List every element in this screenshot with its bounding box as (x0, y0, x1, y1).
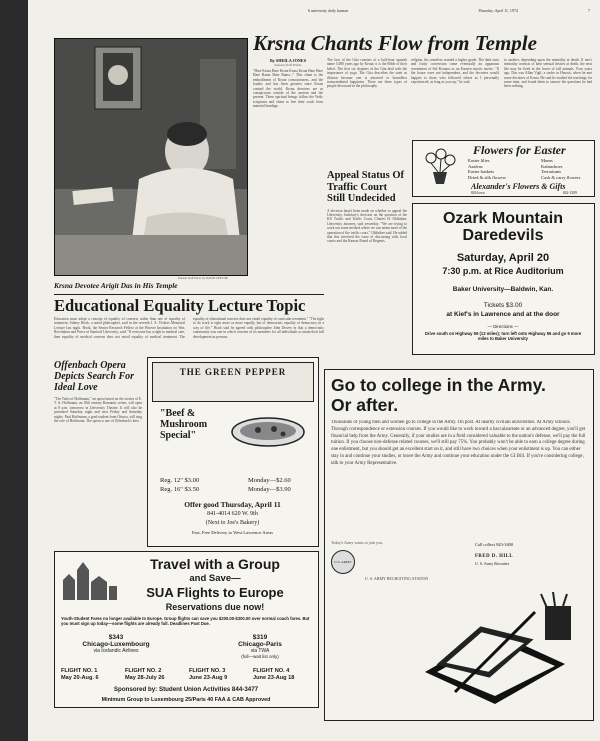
flight-entry (253, 668, 315, 682)
flight-label: FLIGHT NO. 1 (61, 668, 98, 674)
appeal-headline: Appeal Status Of Traffic Court Still Undecided (327, 170, 405, 204)
ozark-directions: Drive south on Highway 59 (13 miles); turn left onto Highway 56 and go 5 more miles to Baker University (424, 331, 582, 342)
special-name: "Beef & Mushroom Special" (160, 408, 208, 441)
travel-promo: Youth-Student Fares no longer available to Europe. Group flights can save you $200.00-$300.00 over normal coach fares. But you must sign up today—some flights are already full. Deadlines Past Due. (61, 616, 310, 627)
photo-caption: Krsna Devotee Arigit Das in His Temple (54, 281, 178, 290)
army-address: U. S. ARMY RECRUITING STATION (365, 576, 429, 581)
route-airline: via TWA (250, 648, 270, 654)
newspaper-page (28, 0, 600, 741)
krsna-column-1 (253, 58, 323, 278)
ozark-directions-label: — Directions — (487, 324, 519, 329)
army-headline-1: Go to college in the Army. (331, 375, 546, 395)
flight-label: FLIGHT NO. 4 (253, 668, 290, 674)
army-tagline: Today's Army wants to join you. (331, 540, 383, 545)
travel-sua: SUA Flights to Europe (146, 585, 284, 600)
flight-dates: June 23-Aug 18 (253, 675, 295, 681)
flowers-left-list (468, 158, 506, 180)
route-price: $319 (252, 634, 268, 641)
krsna-headline: Krsna Chants Flow from Temple (253, 32, 537, 54)
paper-name: 6 university daily kansan (308, 8, 349, 13)
flight-entry (189, 668, 251, 682)
pizza-icon (228, 410, 308, 450)
route-name: Chicago-Paris (238, 641, 282, 648)
issue-date: Thursday, April 11, 1974 (478, 8, 518, 13)
flower-item: Kalanchoes (541, 163, 563, 169)
travel-minimum: Minimum Group to Luxembourg 25/Paris 40 FAA & CAB Approved (101, 697, 271, 703)
flowers-right-list (541, 158, 580, 180)
route-price: $343 (108, 634, 124, 641)
flight-entry (125, 668, 187, 682)
flight-dates: May 20-Aug. 6 (61, 675, 99, 681)
route-airline: via Icelandic Airlines (93, 648, 139, 654)
flower-item: Mums (541, 158, 553, 163)
travel-ad (54, 551, 319, 708)
offenbach-headline: Offenbach Opera Depicts Search For Ideal Love (54, 360, 134, 393)
flight-label: FLIGHT NO. 3 (189, 668, 226, 674)
green-pepper-location: (Next to Joe's Bakery) (205, 520, 260, 526)
green-pepper-delivery: Fast, Free Delivery to West Lawrence Areas (191, 530, 274, 535)
price-lines (160, 476, 199, 494)
monday-lines (248, 476, 291, 494)
flower-vase-icon (419, 146, 461, 186)
books-illustration (415, 592, 585, 717)
ozark-time: 7:30 p.m. at Rice Auditorium (442, 266, 564, 276)
route-paris (205, 634, 315, 659)
flower-item: Easter lilies (468, 158, 490, 163)
route-luxembourg (61, 634, 171, 654)
lecture-headline: Educational Equality Lecture Topic (54, 296, 306, 315)
byline-role: Kansan Staff Writer (274, 63, 302, 67)
offer-text: Offer good Thursday, April 11 (184, 500, 281, 509)
page-header (38, 8, 594, 16)
flower-item: Easter baskets (468, 169, 495, 175)
flower-item: Dried & silk flowers (468, 174, 506, 180)
ozark-date: Saturday, April 20 (456, 252, 550, 264)
appeal-body: A decision hasn't been made on whether to appeal the University Judiciary's decision on the question of the KU Traffic and Traffic Court, Charles H. Oldfather, University attorney, said yesterday. "We are trying to work out some method where we can retain most of the operation of the traffic court," Oldfather said. He added that this involved the issue of discussing with local courts and the Kansas Board of Regents. (327, 208, 407, 244)
lecture-body: Education must adopt a concept of equality of concern, rather than one of equality of treatment, Sidney Hook, a noted philosopher, said in the seventh J. A. Vickers Memorial Lecture last night. Hook, the Senior Research Fellow at the Hoover Institution on War, Revolution and Peace at Stanford University, said: "If everyone has a right to medical care, then equality of medical concern does not entail equality of medical treatment. The equality of educational concern does not entail equality of curricular treatment." "The right to do work is right more or more equally, but of democratic equality of democracy in a way of life." Hook said he agreed with philosopher John Dewey in that a democratic community was one in which concern of its members for all individuals to attain their full development as persons. (54, 317, 324, 339)
green-pepper-phone: 841-4014 620 W. 9th (207, 511, 258, 517)
travel-sponsor: Sponsored by: Student Union Activities 844-3477 (113, 686, 259, 693)
krsna-text-4: to another, depending upon the mentality at death. If one's mentality consists of base sensual desires at death, the next life may be lived in the lower of fall animals. Four years ago, Das was Allan Vigil, a surfer in Hawaii, when he met some devotees of Krsna. He said he studied the teachings for some time, and found them to answer the questions he had been seeking. (504, 58, 592, 89)
green-pepper-banner (152, 362, 314, 402)
travel-and-save: and Save— (189, 573, 241, 584)
krsna-text-2: The first of the Gita consists of a half-hour spanish name 5,000 years ago by Krsna; it is the Bible of their belief. The first six chapters of the Gita deal with the importance of yoga. The Gita describes the state as illusion because one is attracted to boundless transcendental happiness. There are three types of people discussed in the philosophy. (327, 58, 407, 89)
army-seal: U.S. ARMY (331, 550, 355, 574)
europe-cityscape-icon (61, 560, 119, 604)
page-number: 7 (588, 8, 590, 13)
price-monday-16: Monday—$3.90 (248, 486, 291, 493)
krsna-text-3: religion, his ceaseless wanted a higher grade. The dark ones and fruity conversion came eventually an apparatus resentment of Sid Krsnaor as an Eastern mystic movie. "If the house were not independent, and the devotees would happen to those who followed others as I personally experienced, as long as you say," he said. (411, 58, 499, 85)
byline: By SHEILA JONES (269, 58, 307, 63)
price-regular-12: Reg. 12" $3.00 (160, 477, 200, 484)
flowers-phone: 842-1309 (563, 191, 577, 195)
army-contact-rank: U. S. Army Recruiter (475, 561, 510, 566)
ozark-title-2: Daredevils (462, 227, 544, 244)
krsna-photo (54, 38, 248, 276)
flight-label: FLIGHT NO. 2 (125, 668, 162, 674)
price-monday-12: Monday—$2.60 (248, 477, 291, 484)
flight-dates: June 23-Aug 9 (189, 675, 228, 681)
offenbach-article (54, 360, 142, 550)
flowers-ad (412, 140, 595, 197)
ozark-outlets: at Kief's in Lawrence and at the door (446, 311, 560, 318)
photo-credit: Kansan Staff Photo by DAVID TREVOR (178, 276, 228, 280)
flowers-address: 826 Iowa (471, 191, 485, 195)
appeal-article (327, 170, 407, 360)
flight-dates: May 28-July 26 (125, 675, 165, 681)
route-name: Chicago-Luxembourg (82, 641, 150, 648)
army-body: Thousands of young men and women go to college in the Army. On post. At nearby civilian universities. At Army schools. Through correspondence or extension courses. If you would like to work toward a baccalaureate or an advanced degree, you'll get financial help from the Army. Generally, if your studies are in a field considered valuable to the nation's defense, we'll pay the full tuition. If you choose non-defense related courses, we'll still pay 75%. You probably won't be able to earn a college degree during one enlistment, but you should get an excellent start on it, and still have two choices when your enlistment is up. You can either stay in and continue your studies, or leave the Army and continue your education under the GI Bill. If you're considering college, talk to your Army Representative. (331, 420, 586, 466)
price-regular-16: Reg. 16" $3.50 (160, 486, 200, 493)
ozark-tickets: Tickets $3.00 (483, 302, 523, 309)
army-headline-2: Or after. (331, 395, 399, 415)
army-contact-name: FRED D. HILL (475, 554, 514, 559)
offenbach-body: "The Tales of Hoffmann," an opera based on the stories of E. T. A. Hoffmann, an 18th century Romantic writer, will open at 8 p.m. tomorrow in University Theatre. It will also be presented Saturday night and next Friday and Saturday nights. Paul Hoffmann, a grad student from Ottawa, will sing the role of Hoffmann. The opera is one of Offenbach's best. (54, 397, 142, 424)
ozark-concert-ad (412, 203, 595, 355)
flight-list (61, 668, 316, 684)
green-pepper-ad (147, 357, 319, 547)
flower-item: Azaleas (468, 163, 483, 169)
flowers-shop: Alexander's Flowers & Gifts (471, 182, 566, 191)
flower-item: Cash & carry flowers (541, 174, 581, 180)
ozark-title-1: Ozark Mountain (442, 210, 563, 227)
krsna-text-1: "Hare Krsna Hare Krsna Krsna Krsna Hare Hare Hare Rama Hare Rama..." This chant is the embodiment of Krsna consciousness, and the louder, and has been greatest since Krsna created the world. Krsna devotees are as conspicuous outside of the ancient and the present. These spiritual beings follow the Vedic scriptures and chant to free their souls from material bondage. (253, 69, 323, 109)
army-ad (324, 369, 594, 721)
flight-entry (61, 668, 123, 682)
travel-headline: Travel with a Group (150, 556, 280, 572)
army-call: Call collect 843-3400 (475, 542, 514, 547)
ozark-venue: Baker University—Baldwin, Kan. (452, 286, 554, 293)
devotee-photo-illustration (55, 39, 248, 276)
flower-item: Terrariums (541, 169, 562, 175)
green-pepper-name: THE GREEN PEPPER (179, 367, 287, 377)
flowers-title: Flowers for Easter (473, 143, 566, 157)
route-note: (full—wait list only) (241, 654, 279, 659)
travel-reservations: Reservations due now! (165, 602, 265, 612)
